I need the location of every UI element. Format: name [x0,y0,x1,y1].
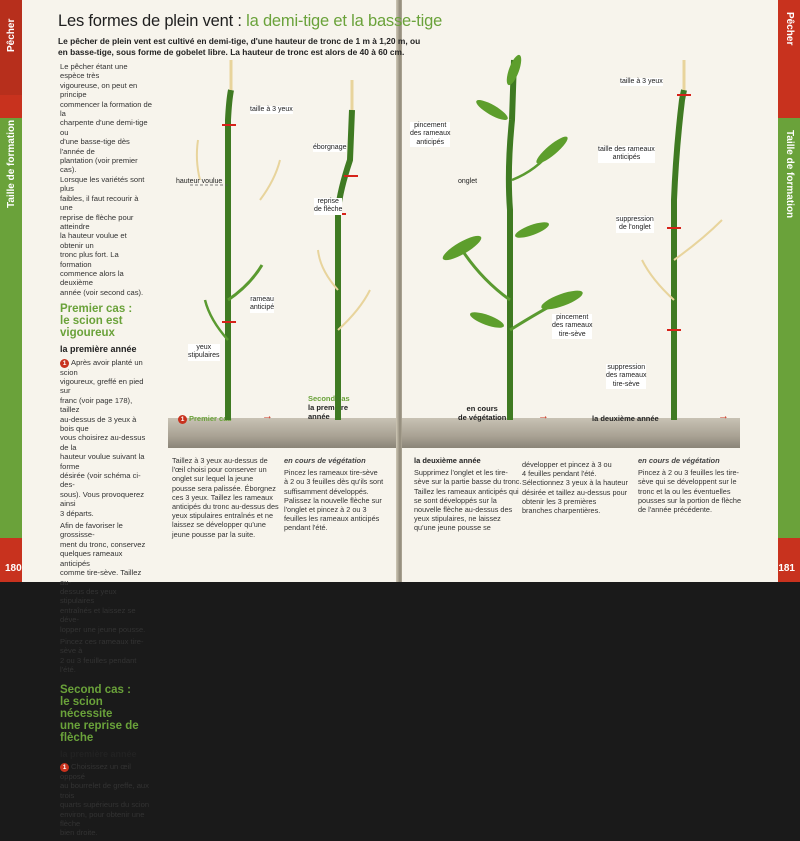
case2-paragraph-1: 1 Choisissez un œil opposé au bourrelet de greffe, aux trois quarts supérieurs du scion environ, pour obtenir une flèche bien droite. [60,761,150,838]
label-taille-3-yeux-1: taille à 3 yeux [250,106,293,113]
label-suppression-onglet: suppression de l'onglet [616,216,654,232]
step-number-badge: 1 [60,359,69,368]
tree-illustrations-right [402,0,800,420]
case2-year: la première année [60,748,137,759]
right-tab-label-mid: Taille de formation [784,130,795,219]
step-number-badge: 1 [60,763,69,772]
case1-year: la première année [60,344,137,355]
page-number-right: 181 [778,563,795,574]
intro-paragraph: Le pêcher étant une espèce très vigoureuse, on peut en principe commencer la formation de la charpente d'une demi-tige ou d'une basse-tige dès l'année de plantation (voir premier cas). Lorsque les variétés sont plus faibles, il faut recourir à une reprise de flèche pour atteindre la hauteur voulue et obtenir un tronc plus fort. La formation commence alors la deuxième année (voir second cas). [60,62,153,297]
ground-strip-right [402,418,740,448]
bottom-text-col-d: développer et pincez à 3 ou 4 feuilles pendant l'été. Sélectionnez 3 yeux à la hauteur désirée et taillez au-dessus pour obtenir les 3 premières branches charpentières. [522,460,628,516]
left-page [0,0,398,838]
case1-paragraph-1: 1 Après avoir planté un scion vigoureux, greffé en pied sur franc (voir page 178), taillez au-dessus de 3 yeux à bois que vous choisirez au-dessus de la hauteur voulue suivant la forme désirée (voir schéma ci-des- sous). Vous provoquerez ainsi 3 départs. [60,357,146,518]
page-title: Les formes de plein vent : la demi-tige et la basse-tige [58,12,443,30]
left-tab-label-top: Pêcher [6,18,17,52]
label-pincement-tire-seve: pincement des rameaux tire-sève [552,314,593,338]
label-pincement-anticipes: pincement des rameaux anticipés [410,122,451,146]
leaf [468,309,505,331]
step2-label: Second cas la première année [308,394,350,421]
left-tab-label-mid: Taille de formation [6,119,17,208]
right-page [402,0,800,582]
bottom-text-col-b: en cours de végétation Pincez les rameaux tire-sève à 2 ou 3 feuilles dès qu'ils sont suffisamment développés. Palissez la nouvelle flèche sur l'onglet et pincez à 2 ou 3 feuilles les rameaux anticipés pendant l'été. [284,456,384,533]
step-arrow: → [718,410,729,422]
leaf [533,133,570,166]
bottom-text-col-e: en cours de végétation Pincez à 2 ou 3 feuilles les tire- sève qui se développent sur le tronc et la ou les éventuelles pousses sur la portion de flèche de l'année précédente. [638,456,742,515]
bottom-text-col-a: Taillez à 3 yeux au-dessus de l'œil choisi pour conserver un onglet sur lequel la jeune pousse sera palissée. Éborgnez ces 3 yeux. Taillez les rameaux anticipés du tronc au-dessus des yeux stipulaires entraînés et ne laissez se développer qu'une jeune pousse par la suite. [172,456,279,539]
case1-paragraph-2: Afin de favoriser le grossisse- ment du tronc, conservez quelques rameaux anticipés comme tire-sève. Taillez au- dessus des yeux stipulaires entraînés et laissez se déve- lopper une jeune pousse. [60,521,146,634]
intro-bold-text: Le pêcher de plein vent est cultivé en demi-tige, d'une hauteur de tronc de 1 m à 1,20 m, ou en basse-tige, sous forme de gobelet libre. La hauteur de tronc est alors de 40 à 60 cm. [58,36,421,57]
right-tab-label-top: Pêcher [784,12,795,46]
step1-label: 1 Premier cas [178,414,232,424]
tree3-branch [462,250,510,300]
label-taille-rameaux-anticipes: taille des rameaux anticipés [598,146,655,162]
label-eborgnage: éborgnage [313,144,347,151]
page-number-left: 180 [5,563,22,574]
step-arrow: → [538,410,549,422]
tree1-branch [205,300,228,340]
leaf [513,219,550,241]
case1-heading: Premier cas : le scion est vigoureux [60,303,133,340]
label-hauteur-voulue: hauteur voulue [176,178,223,185]
ghost-branch [197,140,200,180]
step4-label: la deuxième année [592,414,659,423]
label-rameau-anticipe: rameau anticipé [250,296,275,312]
tree2-trunk [338,110,352,420]
ghost-branch [338,290,370,330]
leaf [539,287,584,313]
label-taille-3-yeux-2: taille à 3 yeux [620,78,663,85]
ghost-branch [642,260,674,300]
step3-label: en cours de végétation [458,404,507,422]
tree3-trunk [509,60,514,420]
leaf [474,97,510,124]
bottom-text-col-c: la deuxième année Supprimez l'onglet et les tire- sève sur la partie basse du tronc. Taillez les rameaux anticipés qui se sont développés sur la nouvelle flèche au-dessus des yeux stipulaires, ne laissez qu'une jeune pousse se [414,456,522,533]
ghost-branch [674,220,722,260]
tree1-trunk [228,90,231,420]
label-yeux-stipulaires: yeux stipulaires [188,344,220,360]
tree1-branch [228,265,262,300]
case1-paragraph-3: Pincez ces rameaux tire-sève à 2 ou 3 feuilles pendant l'été. [60,636,144,675]
leaf [440,232,484,264]
label-onglet: onglet [458,178,478,185]
ghost-branch [260,160,280,200]
case2-heading: Second cas : le scion nécessite une reprise de flèche [60,683,139,744]
label-reprise-fleche: reprise de flèche [314,198,343,214]
label-suppression-tire-seve: suppression des rameaux tire-sève [606,364,647,388]
step-arrow: → [262,410,273,422]
